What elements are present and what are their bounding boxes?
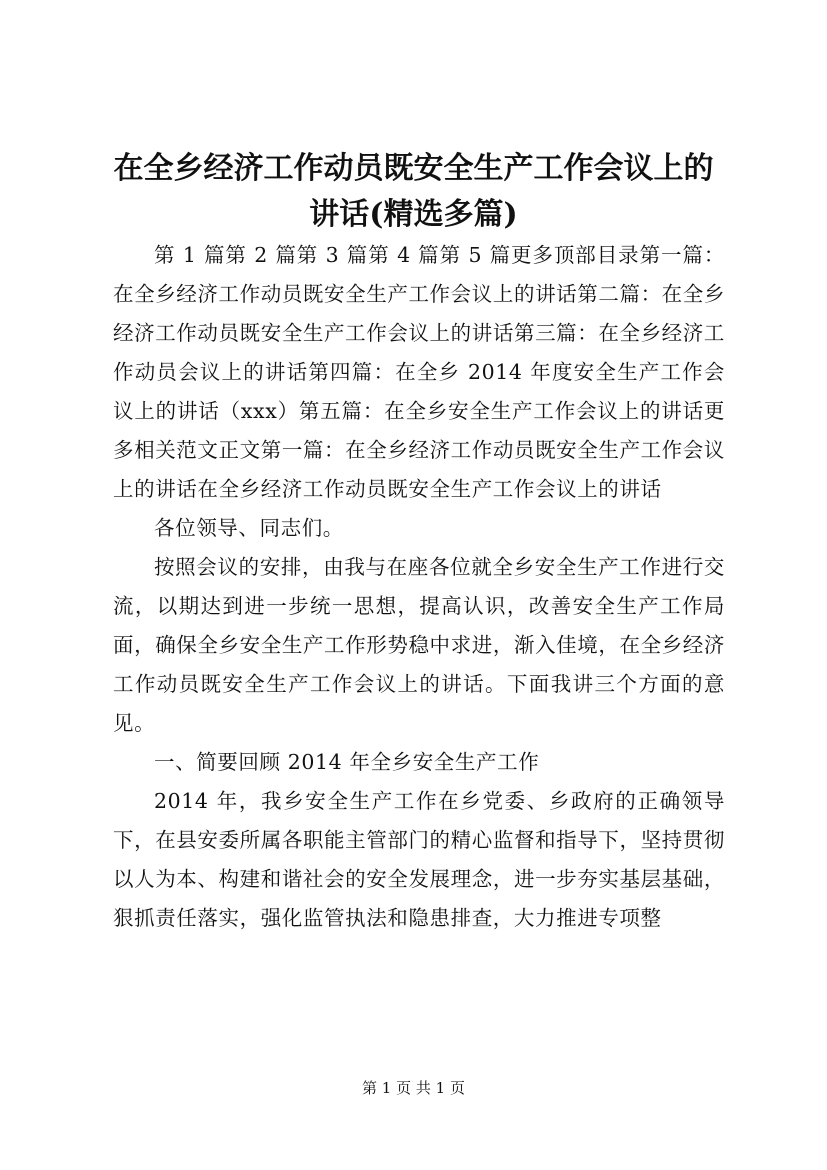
paragraph-toc: 第 1 篇第 2 篇第 3 篇第 4 篇第 5 篇更多顶部目录第一篇：在全乡经济工作动员既安全生产工作会议上的讲话第二篇：在全乡经济工作动员既安全生产工作会议上的讲话第三篇：在全乡经济工作动员会议上的讲话第四篇：在全乡 2014 年度安全生产工作会议上的讲话（xxx）第五篇：在全乡安全生产工作会议上的讲话更多相关范文正文第一篇：在全乡经济工作动员既安全生产工作会议上的讲话在全乡经济工作动员既安全生产工作会议上的讲话	[113, 243, 725, 501]
paragraph-intro: 按照会议的安排，由我与在座各位就全乡安全生产工作进行交流，以期达到进一步统一思想，提高认识，改善安全生产工作局面，确保全乡安全生产工作形势稳中求进，渐入佳境，在全乡经济工作动员既安全生产工作会议上的讲话。下面我讲三个方面的意见。	[113, 555, 725, 735]
paragraph-review: 2014 年，我乡安全生产工作在乡党委、乡政府的正确领导下，在县安委所属各职能主管部门的精心监督和指导下，坚持贯彻以人为本、构建和谐社会的安全发展理念，进一步夯实基层基础，狠抓责任落实，强化监管执法和隐患排查，大力推进专项整	[113, 789, 725, 930]
page-footer: 第 1 页 共 1 页	[362, 1079, 465, 1097]
title-line-1: 在全乡经济工作动员既安全生产工作会议上的	[113, 151, 714, 186]
document-title	[100, 146, 727, 238]
title-line-2: 讲话(精选多篇)	[309, 197, 518, 232]
section-heading-1: 一、简要回顾 2014 年全乡安全生产工作	[154, 750, 540, 774]
document-body	[113, 236, 725, 938]
paragraph-greeting: 各位领导、同志们。	[154, 516, 344, 540]
